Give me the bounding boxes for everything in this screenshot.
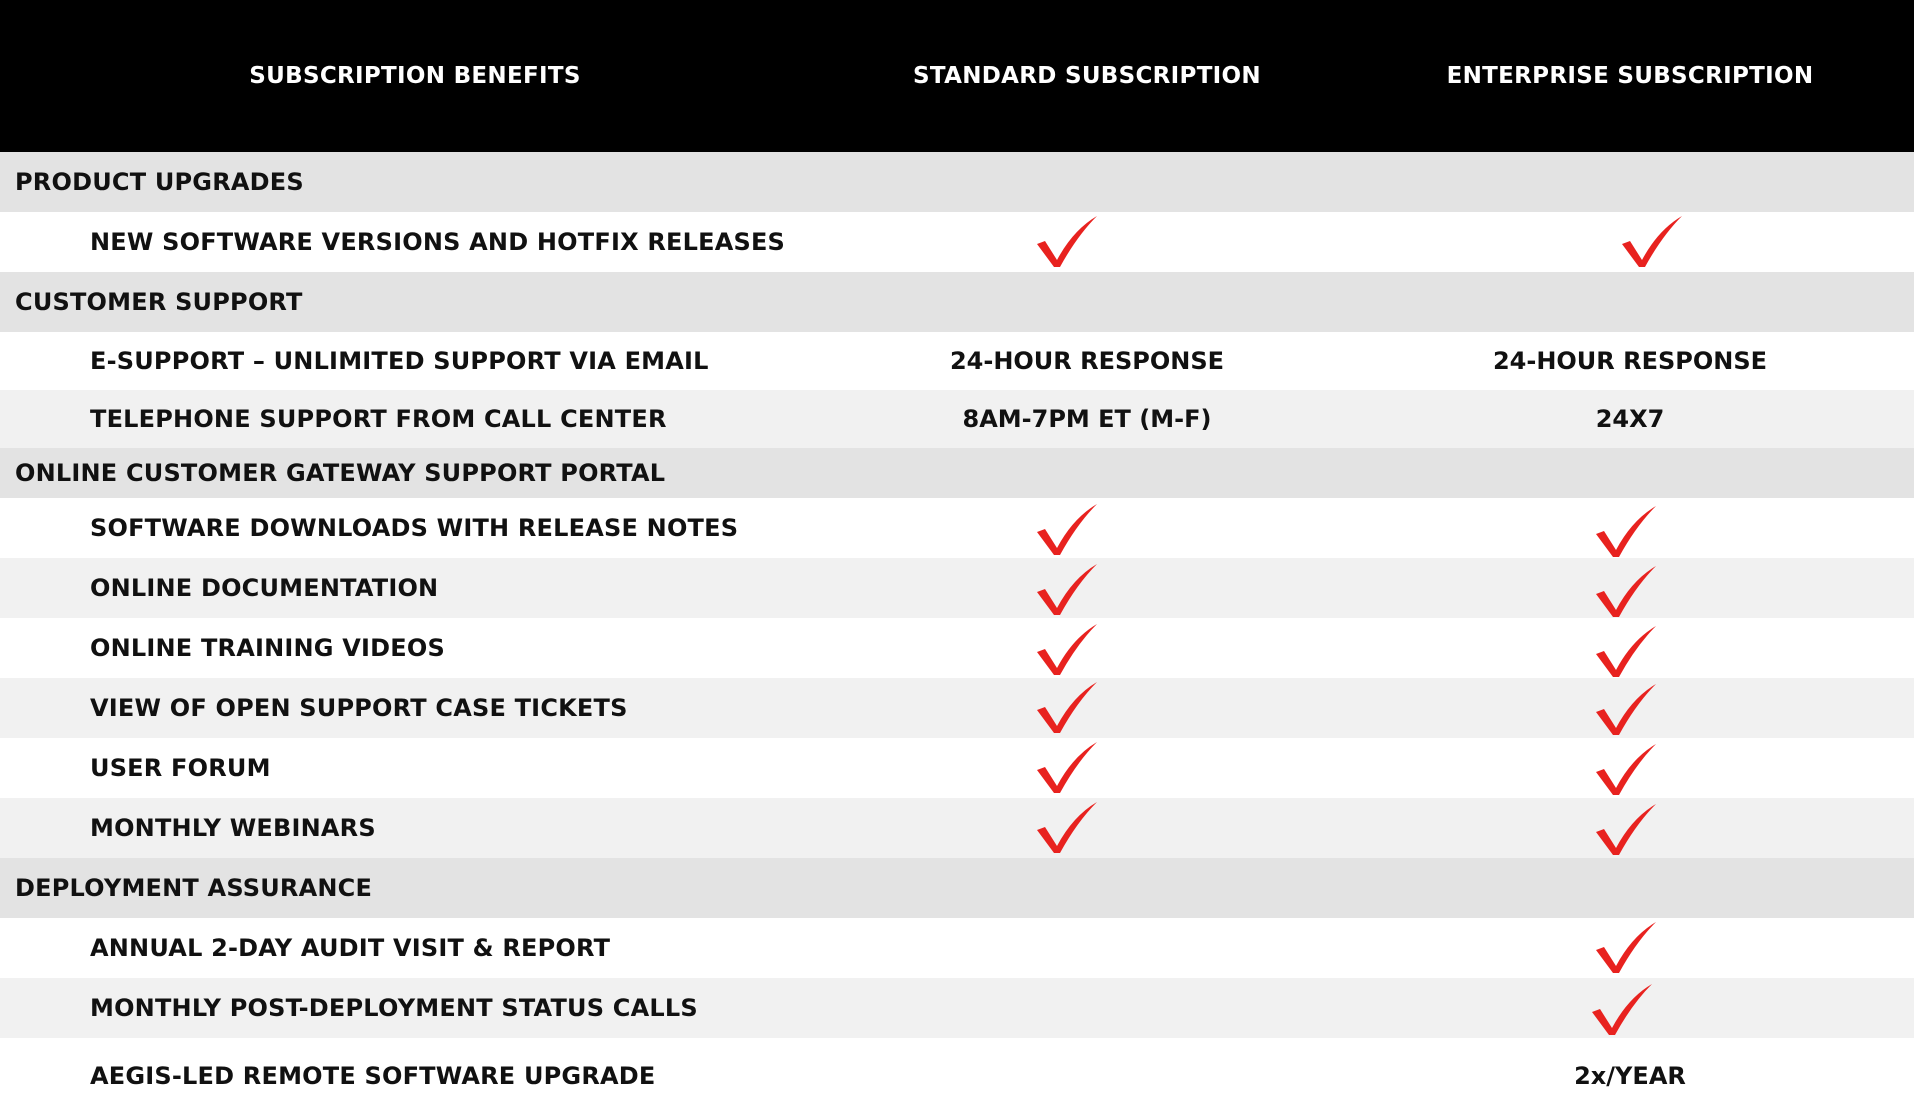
table-row <box>0 798 1914 858</box>
check-icon <box>1594 624 1658 678</box>
header-benefits: SUBSCRIPTION BENEFITS <box>249 63 581 89</box>
table-row <box>0 558 1914 618</box>
benefit-label: AEGIS-LED REMOTE SOFTWARE UPGRADE <box>90 1062 656 1090</box>
table-row <box>0 332 1914 390</box>
benefit-label: USER FORUM <box>90 754 271 782</box>
check-icon <box>1620 214 1684 268</box>
benefit-label: ONLINE DOCUMENTATION <box>90 574 439 602</box>
check-icon <box>1590 982 1654 1036</box>
benefit-label: ONLINE TRAINING VIDEOS <box>90 634 445 662</box>
benefit-label: MONTHLY WEBINARS <box>90 814 376 842</box>
enterprise-value: 24X7 <box>1595 405 1665 433</box>
section-row-customer-support <box>0 272 1914 332</box>
check-icon <box>1035 502 1099 556</box>
check-icon <box>1035 740 1099 794</box>
table-row <box>0 1038 1914 1114</box>
check-icon <box>1035 562 1099 616</box>
benefit-label: NEW SOFTWARE VERSIONS AND HOTFIX RELEASES <box>90 228 786 256</box>
header-standard: STANDARD SUBSCRIPTION <box>913 63 1261 89</box>
check-icon <box>1035 800 1099 854</box>
standard-value: 8AM-7PM ET (M-F) <box>962 405 1212 433</box>
section-row-online-gateway <box>0 448 1914 498</box>
benefit-label: TELEPHONE SUPPORT FROM CALL CENTER <box>90 405 667 433</box>
check-icon <box>1594 504 1658 558</box>
table-row <box>0 978 1914 1038</box>
section-title: CUSTOMER SUPPORT <box>15 288 303 316</box>
check-icon <box>1035 680 1099 734</box>
check-icon <box>1594 742 1658 796</box>
standard-value: 24-HOUR RESPONSE <box>949 347 1225 375</box>
check-icon <box>1594 682 1658 736</box>
section-row-deployment-assurance <box>0 858 1914 918</box>
table-row <box>0 390 1914 448</box>
table-header <box>0 0 1914 152</box>
section-title: DEPLOYMENT ASSURANCE <box>15 874 373 902</box>
table-row <box>0 678 1914 738</box>
benefit-label: ANNUAL 2-DAY AUDIT VISIT & REPORT <box>90 934 611 962</box>
table-row <box>0 738 1914 798</box>
benefit-label: VIEW OF OPEN SUPPORT CASE TICKETS <box>90 694 628 722</box>
check-icon <box>1594 802 1658 856</box>
section-title: ONLINE CUSTOMER GATEWAY SUPPORT PORTAL <box>15 459 666 487</box>
section-title: PRODUCT UPGRADES <box>15 168 304 196</box>
table-row <box>0 618 1914 678</box>
enterprise-value: 2x/YEAR <box>1574 1062 1686 1090</box>
enterprise-value: 24-HOUR RESPONSE <box>1492 347 1768 375</box>
header-enterprise: ENTERPRISE SUBSCRIPTION <box>1446 63 1814 89</box>
table-row <box>0 918 1914 978</box>
benefit-label: MONTHLY POST-DEPLOYMENT STATUS CALLS <box>90 994 698 1022</box>
benefit-label: SOFTWARE DOWNLOADS WITH RELEASE NOTES <box>90 514 739 542</box>
check-icon <box>1594 564 1658 618</box>
benefit-label: E-SUPPORT – UNLIMITED SUPPORT VIA EMAIL <box>90 347 709 375</box>
table-row <box>0 498 1914 558</box>
check-icon <box>1035 622 1099 676</box>
table-row <box>0 212 1914 272</box>
check-icon <box>1035 214 1099 268</box>
check-icon <box>1594 920 1658 974</box>
section-row-product-upgrades <box>0 152 1914 212</box>
